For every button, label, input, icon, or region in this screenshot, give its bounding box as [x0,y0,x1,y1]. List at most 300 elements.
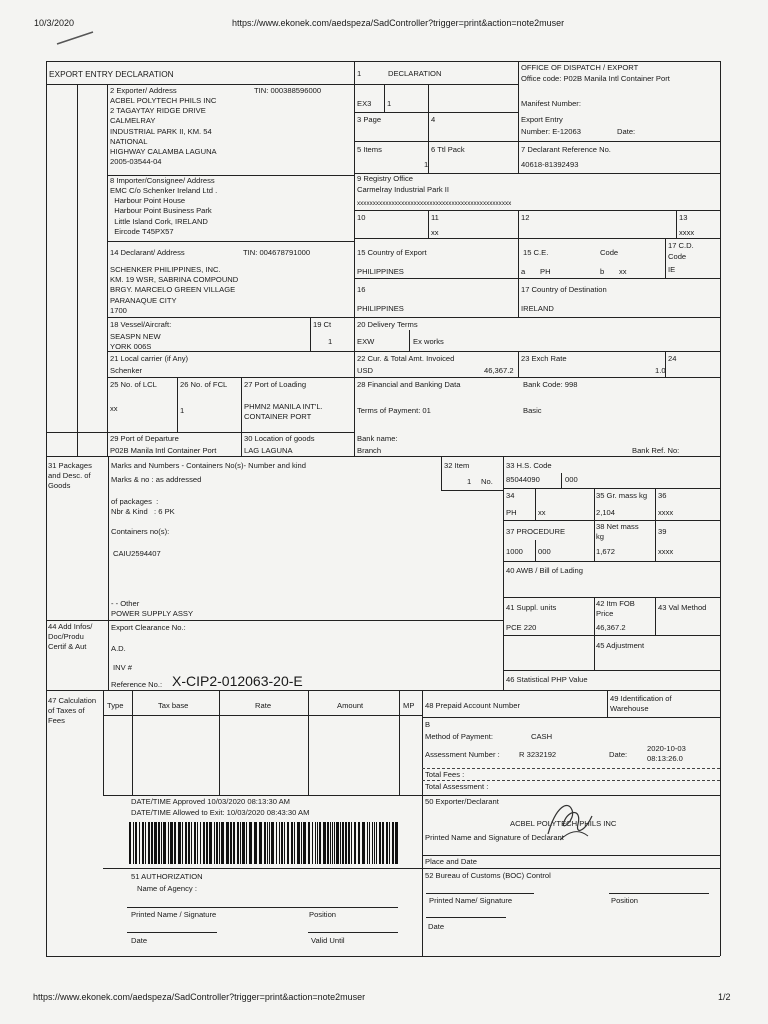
barcode-bar [170,822,173,864]
manifest-label: Manifest Number: [521,99,581,108]
ct-value: 1 [328,337,333,346]
boc-label: 52 Bureau of Customs (BOC) Control [425,871,551,880]
manifest-entry: Export Entry [521,115,563,124]
rule [241,377,242,456]
frame-right [720,61,721,956]
form-title: EXPORT ENTRY DECLARATION [49,69,174,79]
hs-code: 85044090 [506,475,540,484]
barcode-bar [139,822,140,864]
rule [518,351,519,377]
rule [399,690,400,795]
items-value: 1 [424,160,429,169]
authorization-valid: Valid Until [311,936,345,945]
barcode-bar [327,822,329,864]
rule [655,597,656,635]
assessment-number: R 3232192 [519,750,557,759]
barcode-bar [221,822,224,864]
barcode-bar [271,822,274,864]
rule [594,635,595,670]
ct-label: 19 Ct [313,320,332,329]
rule [308,690,309,795]
barcode-bar [392,822,394,864]
rule [354,210,720,211]
fcl-label: 26 No. of FCL [180,380,228,389]
cd-label: 17 C.D. [668,241,694,250]
rule [503,670,720,671]
box-34-v1: PH [506,508,517,517]
barcode-bar [319,822,321,864]
country-export-label: 15 Country of Export [357,248,427,257]
lcl-label: 25 No. of LCL [110,380,157,389]
barcode-bar [340,822,341,864]
authorization-date: Date [131,936,148,945]
barcode-bar [242,822,245,864]
barcode-bar [348,822,350,864]
declaration-type-num: 1 [387,99,392,108]
method-label: Method of Payment: [425,732,493,741]
rule [422,690,423,956]
rule [441,456,442,490]
currency-amount: 46,367.2 [484,366,514,375]
barcode-bar [303,822,306,864]
rule [503,456,504,690]
barcode-bar [197,822,198,864]
barcode-bar [203,822,205,864]
barcode-bar [206,822,208,864]
warehouse-label: 49 Identification of Warehouse [610,694,672,714]
page-number: 1/2 [718,992,731,1002]
barcode-bar [367,822,368,864]
barcode-bar [297,822,300,864]
box-16-label: 16 [357,285,366,294]
loading-value: PHMN2 MANILA INT'L. CONTAINER PORT [244,402,323,422]
rule [609,893,709,894]
barcode-bar [154,822,157,864]
box-13-value: xxxx [679,228,695,237]
registry-value: Carmelray Industrial Park II [357,185,449,194]
assessment-date: 2020-10-03 08:13:26.0 [647,744,686,764]
declarant-label: 14 Declarant/ Address [110,248,185,257]
net-value: 1,672 [596,547,616,556]
box-36-label: 36 [658,491,667,500]
declarant-tin: TIN: 004678791000 [243,248,311,257]
rule [503,520,720,521]
exporter-decl-place: Place and Date [425,857,477,866]
bank-name-label: Bank name: [357,434,398,443]
rule [103,868,720,869]
barcode-bar [323,822,326,864]
assessment-b: B [425,720,431,729]
decl-ref-value: 40618-81392493 [521,160,579,169]
rule [561,473,562,488]
barcode-bar [369,822,370,864]
barcode-bar [354,822,356,864]
bank-ref-label: Bank Ref. No: [632,446,680,455]
rule [518,61,519,173]
barcode-bar [332,822,333,864]
barcode-bar [249,822,252,864]
ttl-pack-label: 6 Ttl Pack [431,145,465,154]
barcode-bar [336,822,339,864]
box-11-value: xx [431,228,439,237]
net-label: 38 Net mass kg [596,522,639,542]
barcode-bar [264,822,266,864]
barcode-bar [372,822,373,864]
adjustment-label: 45 Adjustment [596,641,645,650]
barcode-bar [237,822,239,864]
rule [46,432,354,433]
office-code: Office code: P02B Manila Intl Container Port [521,74,670,83]
authorization-agency: Name of Agency : [137,884,197,893]
delivery-label: 20 Delivery Terms [357,320,418,329]
rule [594,597,595,635]
barcode-bar [142,822,144,864]
rule [46,620,503,621]
cd-value: IE [668,265,676,274]
barcode-bar [259,822,262,864]
box-11: 11 [431,213,439,222]
calc-col-type: Type [107,701,124,710]
exch-label: 23 Exch Rate [521,354,567,363]
gross-value: 2,104 [596,508,616,517]
barcode-bar [188,822,190,864]
frame-left [46,61,47,956]
carrier-label: 21 Local carrier (if Any) [110,354,189,363]
val-method-label: 43 Val Method [658,603,707,612]
rule [107,84,108,456]
rule [354,112,518,113]
financial-label: 28 Financial and Banking Data [357,380,461,389]
barcode-bar [178,822,181,864]
country-export-value: PHILIPPINES [357,267,404,276]
barcode-bar [389,822,390,864]
box-39-value: xxxx [658,547,674,556]
rule [655,488,656,561]
box-36-value: xxxx [658,508,674,517]
ce-a-value: PH [540,267,551,276]
barcode-bar [133,822,134,864]
barcode-bar [163,822,166,864]
procedure-label: 37 PROCEDURE [506,527,566,536]
rule [518,210,519,238]
packages-value: of packages : Nbr & Kind : 6 PK [111,497,175,517]
importer-label: 8 Importer/Consignee/ Address [110,176,215,185]
barcode-bar [284,822,285,864]
ce-label: 15 C.E. [523,248,549,257]
lcl-value: xx [110,404,118,413]
clearance-label: Export Clearance No.: [111,623,186,632]
marks-value: Marks & no : as addressed [111,475,202,484]
barcode-bar [168,822,169,864]
prepaid-label: 48 Prepaid Account Number [425,701,520,710]
barcode-bar [145,822,146,864]
rule [354,84,518,85]
declaration-num: 1 [357,69,362,78]
gross-label: 35 Gr. mass kg [596,491,648,500]
reference-value: X-CIP2-012063-20-E [172,673,303,689]
rule [77,84,78,456]
page-label: 3 Page [357,115,382,124]
rule [107,377,354,378]
calc-col-rate: Rate [255,701,272,710]
barcode-bar [362,822,365,864]
rule [354,278,720,279]
barcode-bar [376,822,377,864]
header-url[interactable]: https://www.ekonek.com/aedspeza/SadController?trigger=print&action=note2muser [232,18,565,28]
item-no: No. [481,477,493,486]
declaration-label: DECLARATION [388,69,442,78]
rule [426,917,506,918]
barcode-bar [317,822,318,864]
infos-label: 44 Add Infos/ Doc/Produ Certif & Aut [48,622,93,652]
rule [665,238,666,278]
barcode-bar [291,822,293,864]
rule [354,377,720,378]
barcode-bar [226,822,229,864]
rule [177,377,178,432]
barcode-bar [395,822,398,864]
registry-xline: xxxxxxxxxxxxxxxxxxxxxxxxxxxxxxxxxxxxxxxxxxxxxxxxx [357,200,512,207]
exporter-decl-label: 50 Exporter/Declarant [425,797,499,806]
hs-label: 33 H.S. Code [506,461,552,470]
declarant-address: SCHENKER PHILIPPINES, INC. KM. 19 WSR, SABRINA COMPOUND BRGY. MARCELO GREEN VILLAGE PARANAQUE CITY 1700 [110,265,239,315]
barcode-bar [148,822,150,864]
rule [594,488,595,561]
awb-label: 40 AWB / Bill of Lading [506,566,583,575]
importer-address: EMC C/o Schenker Ireland Ltd . Harbour Point House Harbour Point Business Park Little Island Cork, IRELAND Eircode T45PX57 [110,186,218,236]
branch-label: Branch [357,446,382,455]
barcode-image [129,822,400,864]
goods-description: - - Other POWER SUPPLY ASSY [111,599,194,619]
authorization-printed: Printed Name / Signature [131,910,217,919]
rule [354,141,720,142]
vessel-label: 18 Vessel/Aircraft: [110,320,172,329]
rule [409,330,410,351]
barcode-bar [294,822,295,864]
assessment-date-label: Date: [609,750,628,759]
rule [422,855,720,856]
container-number: CAIU2594407 [113,549,161,558]
fob-label: 42 Itm FOB Price [596,599,635,619]
destination-label: 17 Country of Destination [521,285,607,294]
calc-col-amount: Amount [337,701,364,710]
barcode-bar [342,822,344,864]
barcode-bar [200,822,201,864]
rule [308,932,398,933]
barcode-bar [174,822,176,864]
rule [535,488,536,520]
rule [503,597,720,598]
barcode-bar [129,822,131,864]
rule [422,717,720,718]
box-34-v2: xx [538,508,546,517]
barcode-bar [185,822,187,864]
carrier-value: Schenker [110,366,143,375]
fob-value: 46,367.2 [596,623,626,632]
rule [103,795,720,796]
rule [607,690,608,717]
barcode-bar [209,822,212,864]
frame-top [46,61,720,62]
rule [132,690,133,795]
item-value: 1 [467,477,472,486]
barcode-bar [194,822,196,864]
loading-label: 27 Port of Loading [244,380,307,389]
ce-code-label: Code [600,248,619,257]
barcode-bar [382,822,384,864]
payment-terms: Terms of Payment: 01 [357,406,431,415]
barcode-bar [161,822,162,864]
rule [108,456,109,690]
item-label: 32 Item [444,461,470,470]
barcode-bar [233,822,235,864]
authorization-position: Position [309,910,337,919]
registry-label: 9 Registry Office [357,174,413,183]
ad-label: A.D. [111,644,126,653]
barcode-bar [219,822,220,864]
vessel-value: SEASPN NEW YORK 006S [110,332,161,352]
boc-date: Date [428,922,445,931]
barcode-bar [191,822,192,864]
exporter-label: 2 Exporter/ Address [110,86,177,95]
pen-mark-icon [55,28,95,48]
box-10: 10 [357,213,366,222]
rule [441,490,504,491]
method-value: CASH [531,732,553,741]
barcode-bar [281,822,283,864]
rule [422,768,720,769]
barcode-bar [276,822,277,864]
barcode-bar [345,822,347,864]
barcode-bar [358,822,360,864]
frame-bottom [46,956,720,957]
rule [46,690,720,691]
rule [354,317,720,318]
rule [426,893,534,894]
rule [354,61,355,456]
location-label: 30 Location of goods [244,434,315,443]
procedure-v2: 000 [538,547,551,556]
barcode-bar [267,822,268,864]
print-date: 10/3/2020 [34,18,75,28]
boc-position: Position [611,896,639,905]
barcode-bar [216,822,218,864]
barcode-bar [374,822,375,864]
currency-code: USD [357,366,374,375]
assessment-number-label: Assessment Number : [425,750,500,759]
inv-label: INV # [113,663,132,672]
barcode-bar [182,822,183,864]
exporter-decl-printed: Printed Name and Signature of Declarant [425,833,564,842]
currency-label: 22 Cur. & Total Amt. Invoiced [357,354,455,363]
calc-col-taxbase: Tax base [158,701,189,710]
rule [535,540,536,561]
barcode-bar [287,822,289,864]
hs-sub: 000 [565,475,578,484]
departure-value: P02B Manila Intl Container Port [110,446,217,455]
statistical-label: 46 Statistical PHP Value [506,675,588,684]
rule [428,210,429,238]
manifest-date-label: Date: [617,127,636,136]
rule [46,456,720,457]
barcode-bar [351,822,352,864]
barcode-bar [330,822,331,864]
rule [127,907,398,908]
packages-label: 31 Packages and Desc. of Goods [48,461,92,491]
barcode-bar [214,822,215,864]
barcode-bar [254,822,257,864]
rule [103,715,422,716]
reference-label: Reference No.: [111,680,163,689]
barcode-bar [308,822,310,864]
ce-a: a [521,267,526,276]
payment-basic: Basic [523,406,542,415]
footer-url[interactable]: https://www.ekonek.com/aedspeza/SadController?trigger=print&action=note2muser [33,992,366,1002]
manifest-number: Number: E-12063 [521,127,581,136]
calc-label: 47 Calculation of Taxes of Fees [48,696,97,726]
rule [107,241,354,242]
bank-code: Bank Code: 998 [523,380,578,389]
delivery-code: EXW [357,337,375,346]
barcode-bar [379,822,381,864]
barcode-bar [312,822,313,864]
rule [676,210,677,238]
ce-b-value: xx [619,267,627,276]
barcode-bar [246,822,247,864]
items-label: 5 Items [357,145,382,154]
box-13: 13 [679,213,688,222]
suppl-value: PCE 220 [506,623,537,632]
box-39-label: 39 [658,527,667,536]
page-value: 4 [431,115,436,124]
location-value: LAG LAGUNA [244,446,293,455]
procedure-v1: 1000 [506,547,523,556]
box-12: 12 [521,213,530,222]
barcode-bar [315,822,316,864]
rule [384,84,385,112]
rule [103,690,104,795]
containers-label: Containers no(s): [111,527,170,536]
barcode-bar [151,822,153,864]
ce-b: b [600,267,605,276]
declaration-type: EX3 [357,99,372,108]
boc-printed: Printed Name/ Signature [429,896,513,905]
exporter-tin: TIN: 000388596000 [254,86,322,95]
rule [503,561,720,562]
barcode-bar [158,822,160,864]
office-label: OFFICE OF DISPATCH / EXPORT [521,63,639,72]
barcode-bar [230,822,232,864]
datetime-allowed: DATE/TIME Allowed to Exit: 10/03/2020 08:43:30 AM [131,808,310,817]
destination-value: IRELAND [521,304,554,313]
rule [219,690,220,795]
fcl-value: 1 [180,406,185,415]
rule [310,317,311,351]
barcode-bar [301,822,302,864]
barcode-bar [279,822,280,864]
calc-col-mp: MP [403,701,415,710]
rule [422,780,720,781]
barcode-bar [135,822,137,864]
cd-code-label: Code [668,252,687,261]
box-24: 24 [668,354,677,363]
datetime-approved: DATE/TIME Approved 10/03/2020 08:13:30 AM [131,797,291,806]
barcode-bar [269,822,270,864]
delivery-value: Ex works [413,337,444,346]
barcode-bar [386,822,388,864]
box-34-label: 34 [506,491,515,500]
rule [127,932,217,933]
